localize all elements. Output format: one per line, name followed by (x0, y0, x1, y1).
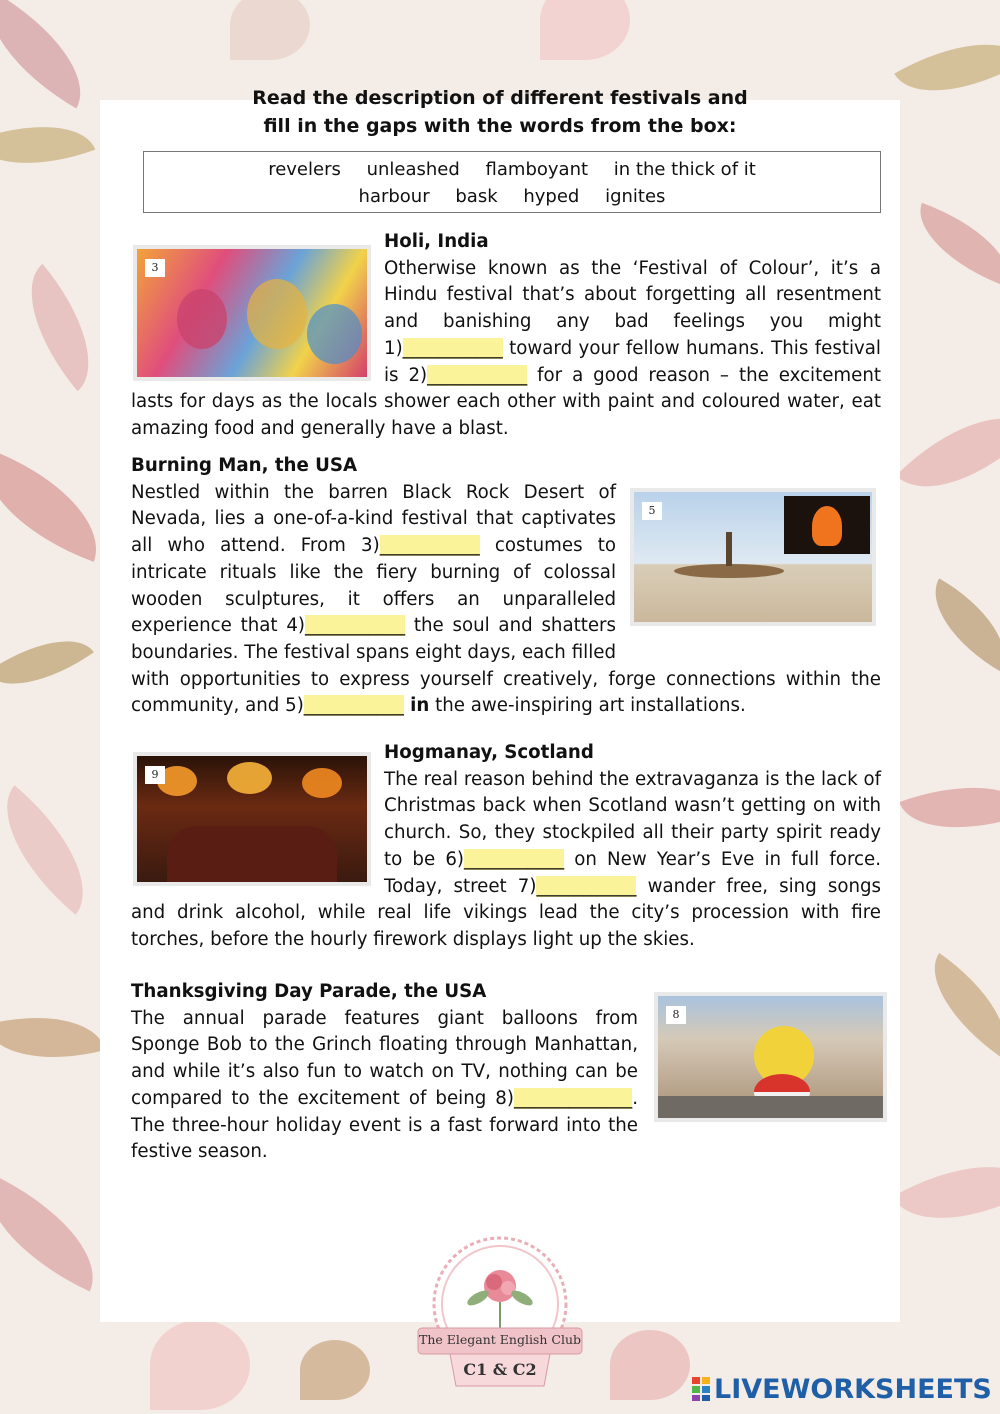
gap-2[interactable]: ___________ (427, 364, 528, 386)
word-option: in the thick of it (613, 159, 756, 180)
word-option: bask (455, 186, 498, 207)
burning-man-section: Burning Man, the USA Nestled within the barren Black Rock Desert of Nevada, lies a one-of-a-kind festival that captivates all who attend. From 3)___________ costumes to intricate rituals like the fiery burning of colossal wooden sculptures, it offers an unparalleled experience that 4)___________ the soul and shatters boundaries. The festival spans eight days, each filled with opportunities to express yourself creatively, forge connections within the community, and 5)___________ in the awe-inspiring art installations. (131, 455, 881, 717)
photo-number: 5 (642, 502, 662, 520)
club-name: The Elegant English Club (418, 1332, 581, 1347)
thanksgiving-section: Thanksgiving Day Parade, the USA The annual parade features giant balloons from Sponge Bob to the Grinch floating through Manhattan, and while it’s also fun to watch on TV, nothing can be compared to the excitement of being 8)_____________. The three-hour holiday event is a fast forward into the festive season. (131, 981, 638, 1163)
liveworksheets-logo-icon (692, 1377, 712, 1401)
word-option: harbour (358, 186, 430, 207)
hogmanay-heading: Hogmanay, Scotland (384, 742, 594, 763)
photo-number: 8 (666, 1006, 686, 1024)
word-option: hyped (523, 186, 580, 207)
club-level: C1 & C2 (463, 1360, 537, 1379)
club-logo (416, 1236, 584, 1396)
gap-6[interactable]: ___________ (464, 848, 565, 870)
liveworksheets-text: LIVEWORKSHEETS (714, 1373, 992, 1405)
gap-4[interactable]: ___________ (305, 615, 406, 637)
word-option: flamboyant (485, 159, 589, 180)
gap-8[interactable]: _____________ (513, 1087, 633, 1109)
word-option: ignites (605, 186, 666, 207)
gap-3[interactable]: ___________ (379, 535, 480, 557)
photo-number: 3 (145, 259, 165, 277)
word-box-row (144, 183, 880, 210)
holi-heading: Holi, India (384, 231, 489, 252)
liveworksheets-brand[interactable] (692, 1374, 992, 1404)
holi-section: Holi, India Otherwise known as the ‘Festival of Colour’, it’s a Hindu festival that’s about forgetting all resentment and banishing any bad feelings you might 1)___________ toward your fellow humans. This festival is 2)___________ for a good reason – the excitement lasts for days as the locals shower each other with paint and coloured water, eat amazing food and generally have a blast. (131, 231, 881, 439)
gap-7[interactable]: ___________ (536, 875, 637, 897)
thanksgiving-heading: Thanksgiving Day Parade, the USA (131, 981, 487, 1002)
burning-man-heading: Burning Man, the USA (131, 455, 358, 476)
word-box (143, 151, 881, 213)
word-option: revelers (268, 159, 341, 180)
hogmanay-section: Hogmanay, Scotland The real reason behind the extravaganza is the lack of Christmas back when Scotland wasn’t getting on with church. So, they stockpiled all their party spirit ready to be 6)___________ on New Year’s Eve in full force. Today, street 7)___________ wander free, sing songs and drink alcohol, while real life vikings lead the city’s procession with fire torches, before the hourly firework displays light up the skies. (131, 742, 881, 950)
gap-5[interactable]: ___________ (303, 695, 404, 717)
word-box-row (144, 156, 880, 183)
instructions-title: Read the description of different festivals and fill in the gaps with the words from the box: (252, 87, 748, 137)
photo-number: 9 (145, 766, 165, 784)
word-option: unleashed (366, 159, 460, 180)
gap-1[interactable]: ___________ (402, 337, 503, 359)
